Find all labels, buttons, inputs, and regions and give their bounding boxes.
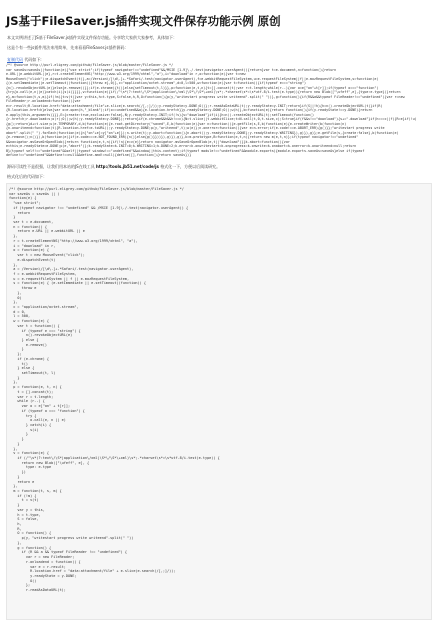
formatted-code-line: a = /Version\/[\d\.]+.*Safari/.test(navigator.userAgent), xyxy=(9,267,134,272)
formatted-label: 格式化后的代码如下： xyxy=(7,174,47,179)
code-label: 代码如下: xyxy=(24,57,42,62)
formatted-code-line: if (!m) { xyxy=(9,493,37,498)
formatted-code-line: r.onloadend = function() { xyxy=(9,559,81,564)
code-line: &&navigator.msSaveOrOpenBlob){return function(e,t,n){if(!n){e=v(e)}return navigator.msSaveOrOpenBlob(e,t||"download")}}k.abort=function(){var xyxy=(6,139,290,144)
formatted-code-line: m = function(t, s, m) { xyxy=(9,489,62,493)
formatted-code-line: } xyxy=(9,437,24,442)
formatted-code-line: return e xyxy=(9,479,35,484)
formatted-code-line: R.location.href = "data:attachment/file" + e.slice(e.search(/[,;]/)); xyxy=(9,569,176,574)
formatted-code-line: c = "application/octet-stream", xyxy=(9,304,79,309)
formatted-code-line: if (R && a && typeof FileReader !== "undefined") { xyxy=(9,550,128,555)
formatted-code-line: }, xyxy=(9,446,18,451)
formatted-code-line: return xyxy=(9,210,31,215)
formatted-code-line: } xyxy=(9,215,16,220)
code-line: e.apply(this,arguments)}}},E={create:true,exclusive:false},N;y.readyState=y.INIT;if(!s){s="download"}if(i){h=n().createObjectURL(t);setTimeout(function() xyxy=(6,112,315,117)
formatted-code-line: h, xyxy=(9,522,22,527)
code-line: {e.remove();n()}),b(function(e){if(e.code===e.NOT_FOUND_ERR){n()}else{g()}}))}),g)}),g)},k=m.prototype,B=function(e,t,n){return new m(e,t,n)};if(typeof navigator!=="undefined" xyxy=(6,135,359,140)
formatted-code-line: if (typeof o === "function") { xyxy=(9,408,85,413)
formatted-code-line: R, xyxy=(9,526,22,531)
formatted-code-line: } else { xyxy=(9,338,39,342)
formatted-code-line: s = function(e) { (e.setImmediate || e.setTimeout)(function() { xyxy=(9,281,146,286)
formatted-code-block xyxy=(9,187,429,620)
formatted-code-line: }, xyxy=(9,300,18,305)
formatted-code-line: o.call(e, n || e) xyxy=(9,418,66,423)
code-line: define!=="undefined"&&define!==null&&define.amd!=null){define([],function(){return saveAs})} xyxy=(6,153,192,158)
formatted-code-line: }, xyxy=(9,262,18,267)
tool-note-pre: 源码可读性不是很强，让我们用本站的JS在线工具 xyxy=(7,164,95,169)
code-line: e.URL||e.webkitURL||e},r=t.createElementNS("http://www.w3.org/1999/xhtml","a"),i="download"in r,o=function(e){var t=new xyxy=(6,72,246,77)
formatted-code-line: p(y, "writestart progress write writeend".split(" ")) xyxy=(9,536,134,541)
formatted-code-line: l = 500, xyxy=(9,314,31,319)
formatted-code-line: var t = function() { xyxy=(9,323,60,328)
formatted-code-line: var t = e.document, xyxy=(9,220,54,225)
formatted-code-line: e.remove() xyxy=(9,342,47,347)
formatted-code-line: try { xyxy=(9,413,37,418)
formatted-code-line: 0) xyxy=(9,295,22,300)
formatted-code-line: g = function() { xyxy=(9,545,52,550)
code-line: {r.href=h;r.download=s;o(r);O();w(h);y.readyState=y.DONE});return}if(e.chrome&&h&&h!==c){N=t.slice||t.webkitSlice;t=N.call(t,0,t.size,c);S=true}if(f&&s!=="download"){s+=".download"}if(h===c||f){R=e}if(!u) xyxy=(6,117,417,122)
formatted-code-line: return new Blob(["\ufeff", e], { xyxy=(9,460,90,465)
formatted-code-line: y.readyState = y.DONE; xyxy=(9,573,77,578)
formatted-code-line: var e = r.result; xyxy=(9,564,66,569)
source-code-block xyxy=(6,63,434,159)
formatted-code-line: }) xyxy=(9,470,26,475)
formatted-code-line: } xyxy=(9,474,20,479)
tool-link[interactable]: http://tools.jb51.net/code/js xyxy=(96,164,159,169)
formatted-code-line: } xyxy=(9,375,20,380)
article-title: JS基于FileSaver.js插件实现文件保存功能示例 原创 xyxy=(6,14,281,28)
formatted-code-line: } else { xyxy=(9,366,35,371)
formatted-code-line: function(e) { xyxy=(9,196,37,201)
tool-note xyxy=(7,164,433,170)
formatted-code-line: }, xyxy=(9,290,22,295)
formatted-code-line: "use strict"; xyxy=(9,201,41,206)
formatted-code-line: }; xyxy=(9,583,31,588)
formatted-code-line: t() xyxy=(9,361,28,366)
formatted-code-line: t = v(t) xyxy=(9,498,39,503)
formatted-code-line: O() xyxy=(9,578,37,583)
article-note: 这是个有一些js插件用法来用简单，先来看看FileSaver.js插件源码： xyxy=(7,45,129,50)
formatted-code-line: setTimeout(t, l) xyxy=(9,371,56,376)
code-line: /*! @source http://purl.eligrey.com/github/FileSaver.js/blob/master/FileSaver.js */ xyxy=(6,63,174,67)
formatted-code-line: t = [].concat(t); xyxy=(9,389,54,394)
formatted-code-line: r.readAsDataURL(t); xyxy=(9,588,66,593)
formatted-code-line: v = function(e) { xyxy=(9,451,50,456)
code-line: MouseEvent("click");e.dispatchEvent(t)},a=/Version\/[\d\.]+.*Safari/.test(navigator.userAgent),f=e.webkitRequestFileSystem,u=e.requestFileSystem||f||e.mozRequestFileSystem,s=function(e) xyxy=(6,76,379,81)
formatted-code-line: /*! @source http://purl.eligrey.com/github/FileSaver.js/blob/master/FileSaver.js */ xyxy=(9,187,184,191)
formatted-code-line: s(i) xyxy=(9,427,39,432)
formatted-code-line: return e.URL || e.webkitURL || e xyxy=(9,229,85,234)
formatted-code-line: r = t.createElementNS("http://www.w3.org/1999/xhtml", "a"), xyxy=(9,238,138,243)
formatted-code-line: }, xyxy=(9,234,18,239)
code-line: e},m=function(t,s,m){if(!m){t=v(t)}var y=this,h=t.type,S=false,h,R,O=function(){p(y,"writestart progress write writeend".split(" "))},g=function(){if(R&&a&&typeof FileReader!=="undefined"){var r=new xyxy=(6,94,405,99)
formatted-code-line: type: e.type xyxy=(9,465,52,470)
code-line: {(e.setImmediate||e.setTimeout)(function(){throw e},0)},c="application/octet-stream",d=0,l=500,w=function(e){var t=function(){if(typeof e==="string") xyxy=(6,81,306,86)
formatted-code-line: w = function(e) { xyxy=(9,319,50,324)
formatted-code-line: f = e.webkitRequestFileSystem, xyxy=(9,271,77,276)
formatted-code-line: if (typeof e === "string") { xyxy=(9,328,81,333)
formatted-code-line: }, xyxy=(9,380,18,385)
article-intro: 本文实例讲述了JS基于FileSaver.js插件实现文件保存功能。分享给大家供大家参考，具体如下： xyxy=(7,35,177,40)
formatted-code-line: d = 0, xyxy=(9,309,26,314)
copy-code-link[interactable]: 复制代码 xyxy=(7,57,23,62)
formatted-code-line: } xyxy=(9,441,20,446)
formatted-code-line: } xyxy=(9,347,24,352)
formatted-code-line: var r = t.length; xyxy=(9,394,54,399)
code-line: B}(typeof self!=="undefined"&&self||typeof window!=="undefined"&&window||this.content);if(typeof module!=="undefined"&&module.exports){module.exports.saveAs=saveAs}else if(typeof xyxy=(6,148,365,153)
formatted-code-line: o = function(e) { xyxy=(9,248,50,253)
formatted-code-line: var o = e["on" + t[r]]; xyxy=(9,404,71,409)
formatted-code-line: S = false, xyxy=(9,517,39,522)
formatted-code-line: n = function() { xyxy=(9,224,47,229)
formatted-code-line: if (e.chrome) { xyxy=(9,356,50,361)
formatted-code-line: } catch(i) { xyxy=(9,422,52,427)
code-line: FileReader;r.onloadend=function(){var xyxy=(6,99,81,104)
formatted-code-line: e.dispatchEvent(t) xyxy=(9,257,56,262)
formatted-code-line: i = "download" in r, xyxy=(9,243,56,248)
formatted-code-line: h = t.type, xyxy=(9,512,41,517)
code-line: {R.location.href=h}else{var o=e.open(h,"_blank");if(o==undefined&&a){e.location.href=h}}y.readyState=y.DONE;O();w(h)},b=function(e){return function(){if(y.readyState!==y.DONE){return xyxy=(6,108,373,113)
tool-note-post: 格式化一下，方便以后阅读研究。 xyxy=(160,164,221,169)
formatted-code-line: var t = new MouseEvent("click"); xyxy=(9,253,85,258)
code-line: abort".split(" ").forEach(function(e){n["on"+e]=y["on"+e]});n.write(t);y.abort=function(){n.abort();y.readyState=y.DONE};y.readyState=y.WRITING}),g)}),g)};e.getFile(s,{create:false},b(function(e) xyxy=(6,130,399,135)
formatted-code-line: var y = this, xyxy=(9,507,45,512)
code-line: {n.onwriteend=function(t){R.location.href=e.toURL();y.readyState=y.DONE;p(y,"writeend",t);w(e)};n.onerror=function(){var e=n.error;if(e.code!==e.ABORT_ERR){g()}};"writestart progress write xyxy=(6,126,385,131)
code-line: {try{o.call(e,n||e)}catch(i){s(i)}}}},v=function(e){if(/^\s*(?:text\/\S*|application\/xml|\S*\/\S*\+xml)\s*;.*charset\s*=\s*utf-8/i.test(e.type)){return new Blob(["\ufeff",e],{type:e.type})}return xyxy=(6,90,401,95)
formatted-code-line: while (r--) { xyxy=(9,399,45,404)
formatted-code-line: } xyxy=(9,503,20,508)
formatted-code-line: }, xyxy=(9,540,22,545)
formatted-code-line: var saveAs = saveAs || ( xyxy=(9,191,60,196)
code-line: e=this;e.readyState=e.DONE;p(e,"abort")};k.readyState=k.INIT=0;k.WRITING=1;k.DONE=2;k.error=k.onwritestart=k.onprogress=k.onwrite=k.onabort=k.onerror=k.onwriteend=null;return xyxy=(6,144,357,149)
formatted-code-line: O = function() { xyxy=(9,531,52,536)
formatted-code-line: n().revokeObjectURL(e) xyxy=(9,333,73,338)
formatted-code-line: p = function(e, t, n) { xyxy=(9,385,62,390)
formatted-code-line: }; xyxy=(9,352,22,357)
formatted-code-line: if (typeof navigator !== "undefined" && /MSIE [1-9]\./.test(navigator.userAgent)) { xyxy=(9,205,189,210)
formatted-code-line: if (/^\s*(?:text\/\S*|application\/xml|\S*\/\S*\+xml)\s*;.*charset\s*=\s*utf-8/i.test(e.type)) { xyxy=(9,455,220,460)
code-line: {n().revokeObjectURL(e)}else{e.remove()}};if(e.chrome){t()}else{setTimeout(t,l)}},p=function(e,t,n){t=[].concat(t);var r=t.length;while(r--){var o=e["on"+t[r]];if(typeof o==="function") xyxy=(6,85,379,90)
formatted-code-line: }, xyxy=(9,484,18,489)
formatted-code-line: throw e xyxy=(9,286,37,291)
formatted-code-line: } xyxy=(9,432,28,437)
code-line: var saveAs=saveAs||function(e){"use strict";if(typeof navigator!=="undefined"&&/MSIE [1-9]\./.test(navigator.userAgent)){return}var t=e.document,n=function(){return xyxy=(6,67,337,72)
formatted-code-line: u = e.requestFileSystem || f || e.mozRequestFileSystem, xyxy=(9,276,130,281)
code-line: e=r.result;R.location.href="data:attachment/file"+e.slice(e.search(/[,;]/));y.readyState=y.DONE;O()};r.readAsDataURL(t);y.readyState=y.INIT;return}if(S||!h){h=n().createObjectURL(t)}if(R) xyxy=(6,103,383,108)
formatted-code-line: var r = new FileReader; xyxy=(9,555,75,560)
code-line: {g();return}d+=t.size;u(e.TEMPORARY,d,b(function(e){e.root.getDirectory("saved",E,b(function(e){var n=function(){e.getFile(s,E,b(function(e){e.createWriter(b(function(n) xyxy=(6,121,347,126)
